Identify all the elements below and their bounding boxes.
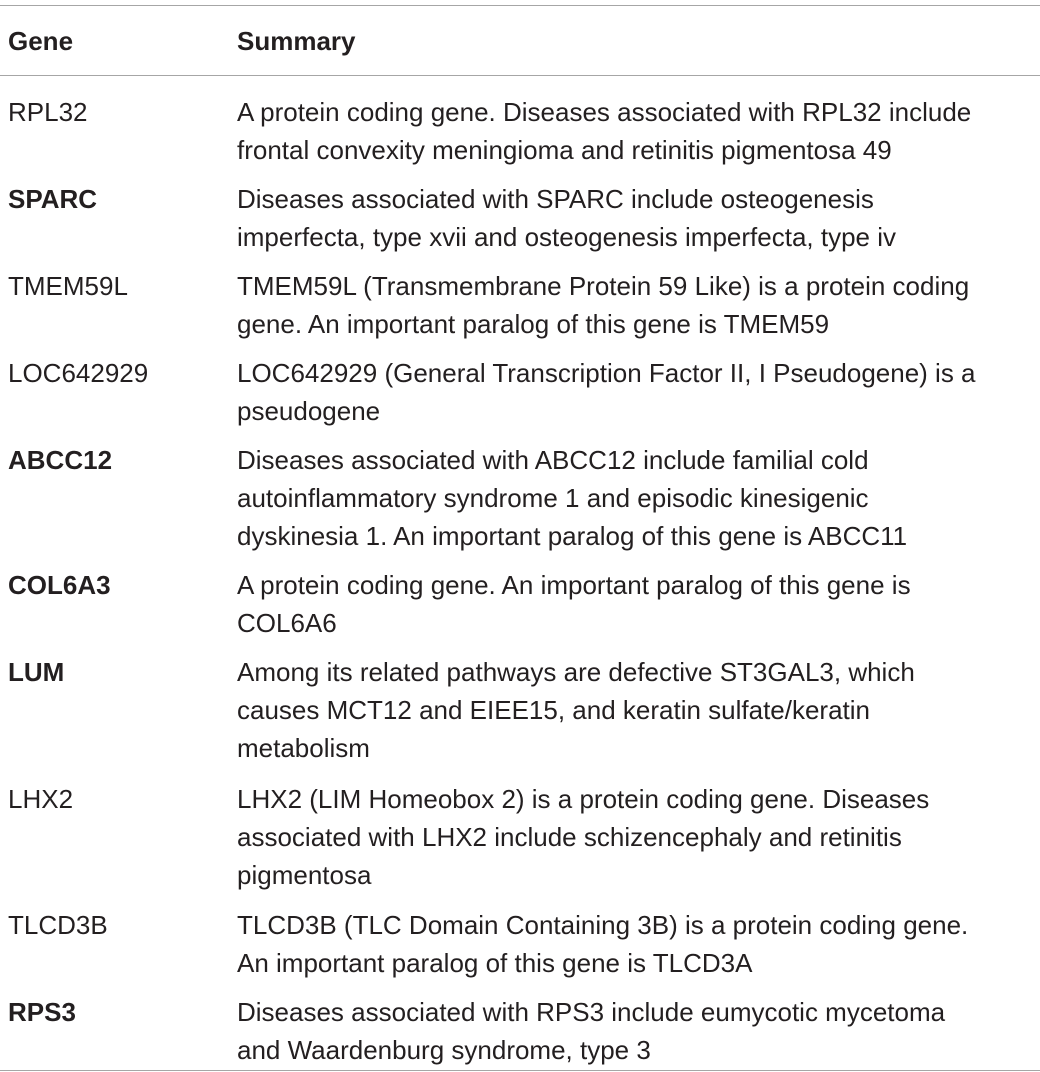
- summary-line: An important paralog of this gene is TLCD3A: [237, 948, 753, 978]
- gene-summary: [237, 993, 1037, 1069]
- gene-summary: [237, 441, 1037, 555]
- summary-line: Diseases associated with ABCC12 include familial cold: [237, 445, 869, 475]
- summary-line: A protein coding gene. An important paralog of this gene is: [237, 570, 911, 600]
- summary-line: frontal convexity meningioma and retinitis pigmentosa 49: [237, 135, 892, 165]
- summary-line: associated with LHX2 include schizencephaly and retinitis: [237, 822, 902, 852]
- gene-name: LUM: [8, 657, 65, 687]
- summary-line: pseudogene: [237, 396, 381, 426]
- summary-line: and Waardenburg syndrome, type 3: [237, 1035, 651, 1065]
- gene-name: RPL32: [8, 97, 88, 127]
- summary-line: dyskinesia 1. An important paralog of this gene is ABCC11: [237, 521, 908, 551]
- summary-line: Diseases associated with RPS3 include eumycotic mycetoma: [237, 997, 946, 1027]
- summary-line: A protein coding gene. Diseases associated with RPL32 include: [237, 97, 972, 127]
- table-top-rule: [0, 5, 1040, 6]
- gene-summary: [237, 93, 1037, 169]
- gene-name: TMEM59L: [8, 271, 128, 301]
- summary-line: TLCD3B (TLC Domain Containing 3B) is a protein coding gene.: [237, 910, 969, 940]
- summary-line: autoinflammatory syndrome 1 and episodic kinesigenic: [237, 483, 869, 513]
- gene-name: LOC642929: [8, 358, 149, 388]
- gene-summary: [237, 653, 1037, 767]
- table-bottom-rule: [0, 1070, 1040, 1071]
- summary-line: LOC642929 (General Transcription Factor II, I Pseudogene) is a: [237, 358, 976, 388]
- gene-name: LHX2: [8, 784, 74, 814]
- summary-line: Diseases associated with SPARC include osteogenesis: [237, 184, 874, 214]
- gene-name: ABCC12: [8, 445, 113, 475]
- gene-summary: [237, 354, 1037, 430]
- gene-summary: [237, 180, 1037, 256]
- gene-summary: [237, 780, 1037, 894]
- summary-line: causes MCT12 and EIEE15, and keratin sulfate/keratin: [237, 695, 871, 725]
- gene-summary: [237, 906, 1037, 982]
- header-gene: Gene: [8, 26, 74, 56]
- summary-line: gene. An important paralog of this gene is TMEM59: [237, 309, 830, 339]
- summary-line: TMEM59L (Transmembrane Protein 59 Like) is a protein coding: [237, 271, 970, 301]
- gene-name: COL6A3: [8, 570, 111, 600]
- gene-name: SPARC: [8, 184, 98, 214]
- gene-summary: [237, 267, 1037, 343]
- gene-summary: [237, 566, 1037, 642]
- header-summary: Summary: [237, 26, 356, 56]
- summary-line: LHX2 (LIM Homeobox 2) is a protein coding gene. Diseases: [237, 784, 930, 814]
- table-header-rule: [0, 75, 1040, 76]
- gene-name: TLCD3B: [8, 910, 108, 940]
- gene-name: RPS3: [8, 997, 76, 1027]
- summary-line: metabolism: [237, 733, 370, 763]
- summary-line: COL6A6: [237, 608, 337, 638]
- summary-line: imperfecta, type xvii and osteogenesis imperfecta, type iv: [237, 222, 896, 252]
- summary-line: Among its related pathways are defective ST3GAL3, which: [237, 657, 915, 687]
- summary-line: pigmentosa: [237, 860, 372, 890]
